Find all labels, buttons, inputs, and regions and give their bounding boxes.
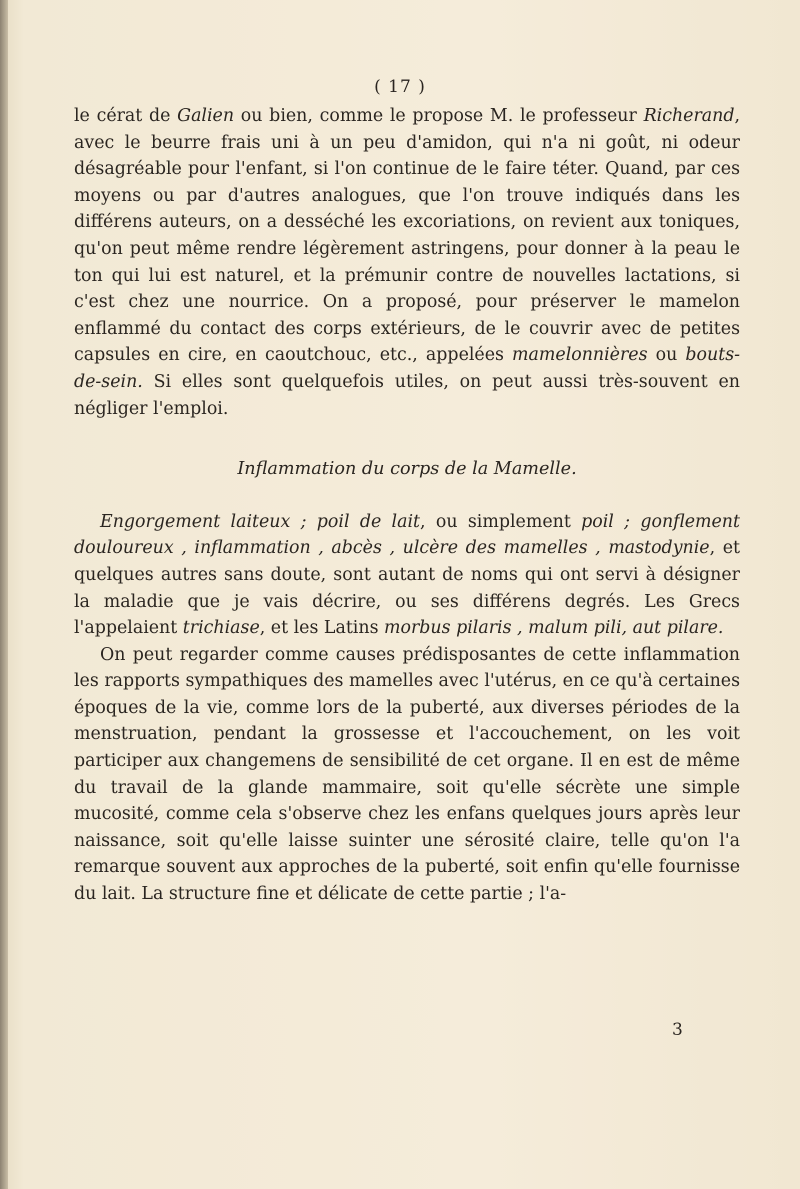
signature-mark: 3	[672, 1020, 683, 1040]
paragraph-3: On peut regarder comme causes prédisposantes de cette inflammation les rapports sympathiques des mamelles avec l'utérus, en ce qu'à certaines époques de la vie, comme lors de la puberté, aux diverses périodes de la menstruation, pendant la grossesse et l'accouchement, on les voit participer aux changemens de sensibilité de cet organe. Il en est de même du travail de la glande mammaire, soit qu'elle sécrète une simple mucosité, comme cela s'observe chez les enfans quelques jours après leur naissance, soit qu'elle laisse suinter une sérosité claire, telle qu'on l'a remarque souvent aux approches de la puberté, soit enfin qu'elle fournisse du lait. La structure fine et délicate de cette partie ; l'a-	[74, 644, 740, 905]
text-run-italic: trichiase	[182, 618, 260, 639]
text-run-italic: mamelonnières	[512, 345, 648, 366]
text-run-italic: Richerand	[643, 106, 735, 126]
section-title: Inflammation du corps de la Mamelle.	[237, 459, 577, 480]
page-body	[74, 103, 740, 908]
page-number: ( 17 )	[374, 77, 426, 97]
text-run: ou	[647, 345, 686, 366]
text-run-italic: bouts-de-sein.	[74, 345, 740, 392]
text-run-italic: Engorgement laiteux ; poil de lait	[100, 511, 421, 532]
text-run: , et les Latins	[259, 618, 385, 639]
text-run: ou bien, comme le propose M. le professeur	[234, 106, 644, 126]
text-run: , avec le beurre frais uni à un peu d'amidon, qui n'a ni goût, ni odeur désagréable pour l'enfant, si l'on continue de le faire téter. Quand, par ces moyens ou par d'autres analogues, que l'on trouve indiqués dans les différens auteurs, on a desséché les excoriations, on revient aux toniques, qu'on peut même rendre légèrement astringens, pour donner à la peau le ton qui lui est naturel, et la prémunir contre de nouvelles lactations, si c'est chez une nourrice. On a proposé, pour préserver le mamelon enflammé du contact des corps extérieurs, de le couvrir avec de petites capsules en cire, en caoutchouc, etc., appelées	[74, 106, 740, 366]
text-run-italic: Galien	[177, 106, 235, 126]
paragraph-2	[74, 509, 740, 642]
text-run: , et quelques autres sans doute, sont autant de noms qui ont servi à désigner la maladie que je vais décrire, ou ses différens degrés. Les Grecs l'appelaient	[74, 538, 740, 639]
text-run: le cérat de	[74, 106, 178, 126]
text-run-italic: poil ; gonflement douloureux , inflammation , abcès , ulcère des mamelles , mastodynie	[74, 511, 741, 559]
paragraph-1	[74, 103, 740, 422]
text-run: Si elles sont quelquefois utiles, on peut aussi très-souvent en négliger l'emploi.	[74, 371, 740, 419]
text-run: , ou simplement	[420, 511, 582, 532]
text-run-italic: morbus pilaris , malum pili, aut pilare.	[384, 618, 724, 639]
book-spine-edge	[0, 0, 8, 1189]
